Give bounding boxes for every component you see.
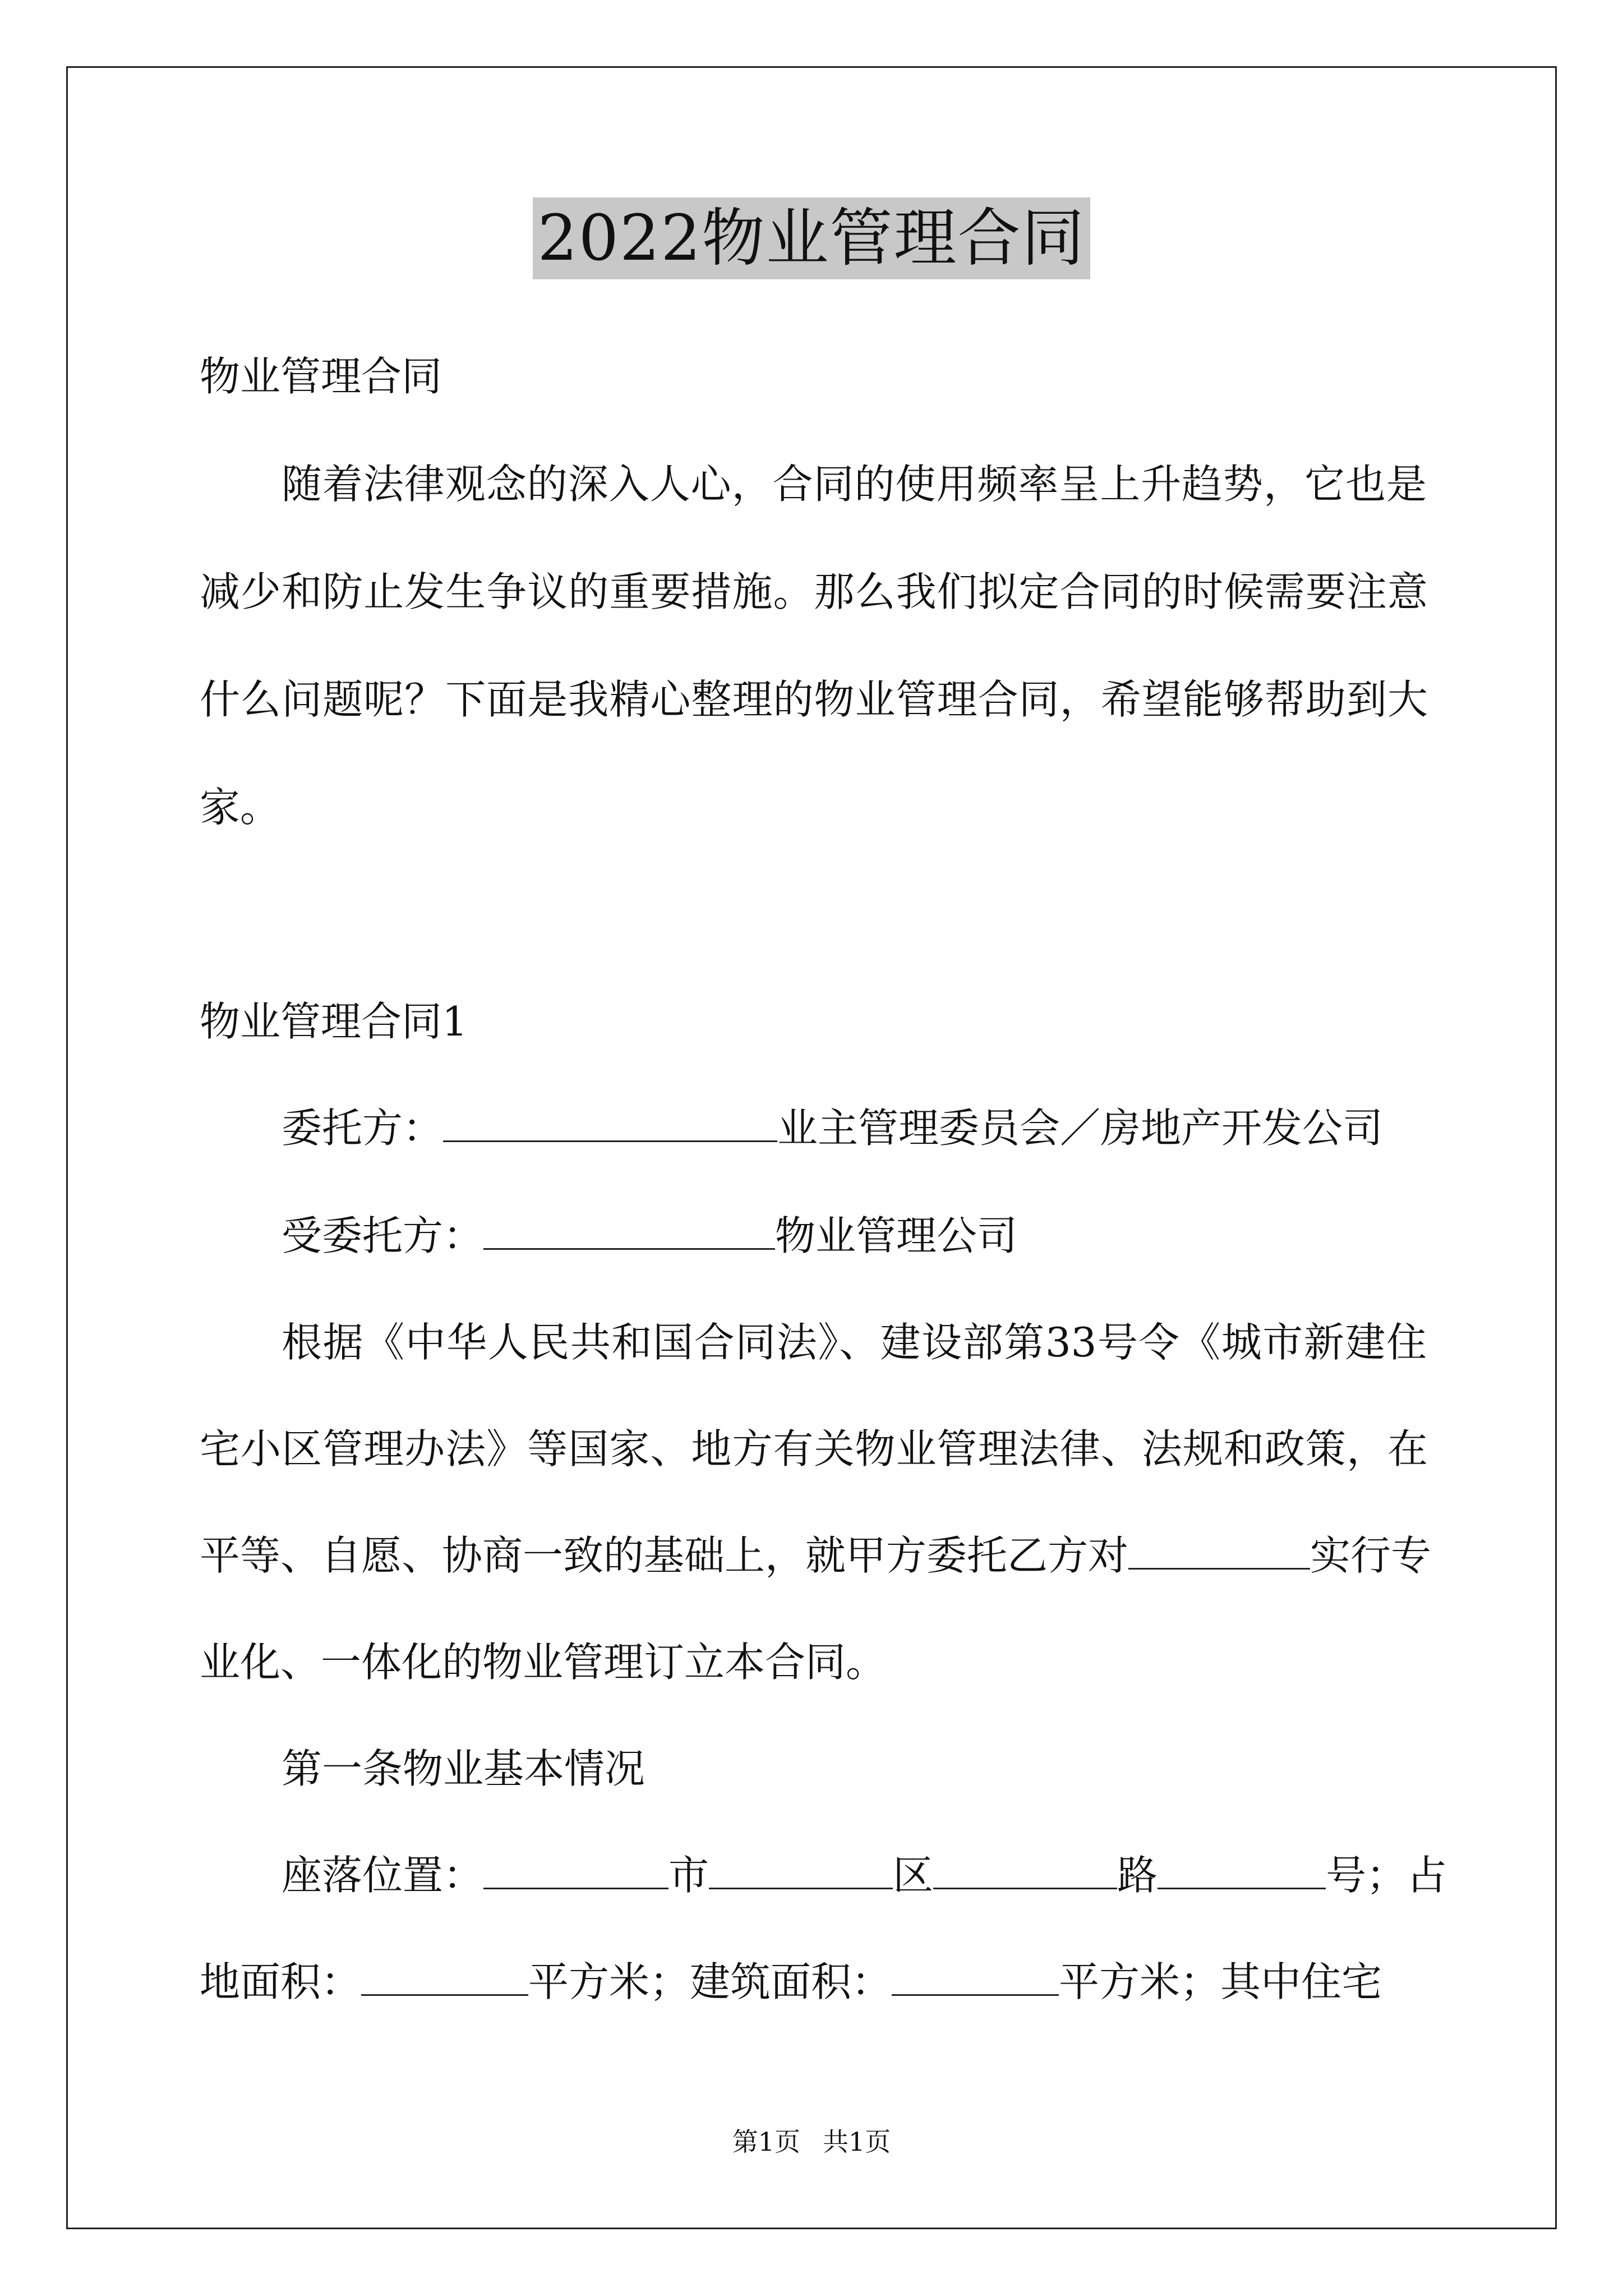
area-label: 地面积：: [200, 1958, 362, 2005]
page-footer: [0, 2126, 1623, 2157]
basis-blank: [1128, 1533, 1310, 1570]
client-line: [282, 1103, 1383, 1153]
title-container: [0, 197, 1623, 279]
client-blank: [443, 1106, 777, 1142]
location-label: 座落位置：: [282, 1852, 484, 1899]
basis-line-3-suffix: 实行专: [1310, 1532, 1432, 1579]
area-line: [200, 1957, 1382, 2007]
client-label: 委托方：: [282, 1105, 444, 1152]
contractor-blank: [483, 1213, 775, 1250]
area-unit-2: 平方米；其中住宅: [1059, 1958, 1382, 2005]
location-city: 市: [668, 1852, 709, 1899]
basis-line-4: 业化、一体化的物业管理订立本合同。: [200, 1639, 887, 1686]
page-current: 第1页: [732, 2127, 800, 2157]
contractor-line: [282, 1211, 1017, 1261]
basis-line-3: [200, 1530, 1431, 1581]
contractor-suffix: 物业管理公司: [775, 1212, 1018, 1259]
document-subtitle: 物业管理合同: [200, 353, 442, 400]
basis-line-1: 根据《中华人民共和国合同法》、建设部第33号令《城市新建住: [282, 1319, 1427, 1366]
location-blank-number: [1158, 1853, 1326, 1889]
area-blank-land: [361, 1959, 528, 1996]
contractor-label: 受委托方：: [282, 1212, 484, 1259]
section-heading: 物业管理合同1: [200, 998, 468, 1045]
intro-line-2: 减少和防止发生争议的重要措施。那么我们拟定合同的时候需要注意: [200, 568, 1428, 615]
basis-line-2: 宅小区管理办法》等国家、地方有关物业管理法律、法规和政策，在: [200, 1425, 1428, 1473]
location-road: 路: [1117, 1852, 1158, 1899]
article-1-heading: 第一条物业基本情况: [282, 1745, 645, 1792]
basis-line-3-text: 平等、自愿、协商一致的基础上，就甲方委托乙方对: [200, 1532, 1129, 1579]
location-line: [282, 1850, 1447, 1901]
location-blank-district: [709, 1853, 893, 1889]
intro-line-1: 随着法律观念的深入人心，合同的使用频率呈上升趋势，它也是: [282, 461, 1427, 508]
location-district: 区: [893, 1852, 934, 1899]
document-title: 2022物业管理合同: [533, 197, 1090, 279]
page-total: 共1页: [823, 2127, 891, 2157]
intro-line-3: 什么问题呢？下面是我精心整理的物业管理合同，希望能够帮助到大: [200, 676, 1428, 723]
location-blank-city: [483, 1853, 668, 1889]
intro-line-4: 家。: [200, 784, 281, 831]
client-suffix: 业主管理委员会／房地产开发公司: [777, 1105, 1384, 1152]
area-unit-1: 平方米；建筑面积：: [528, 1958, 892, 2005]
location-number: 号；占: [1326, 1852, 1447, 1899]
location-blank-road: [933, 1853, 1117, 1889]
area-blank-building: [892, 1959, 1059, 1996]
